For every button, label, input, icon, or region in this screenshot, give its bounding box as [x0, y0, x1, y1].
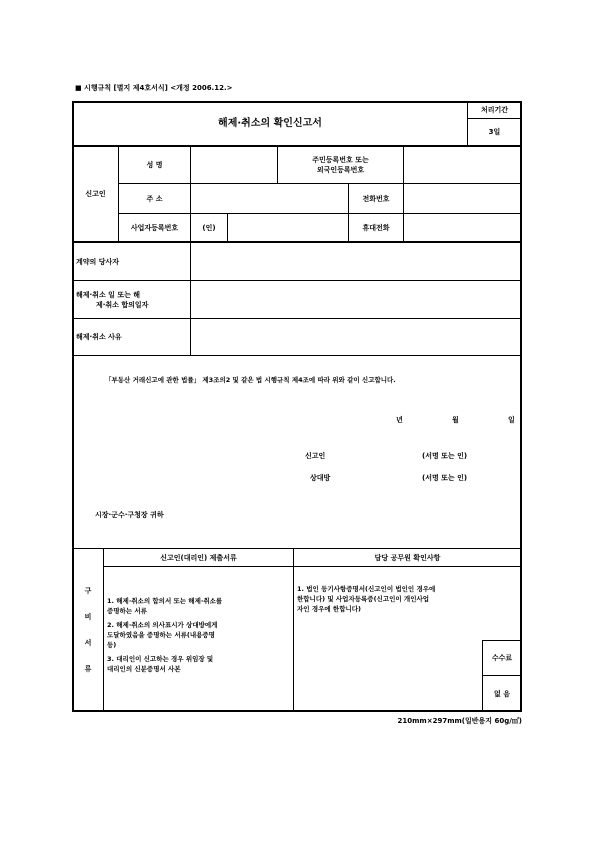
seal-label: (인): [190, 213, 228, 242]
mobile-label: 휴대전화: [348, 213, 404, 242]
counterpart-label: 상대방: [310, 474, 331, 482]
addressee: 시장·군수·구청장 귀하: [95, 511, 164, 519]
list-item-line: 등): [107, 641, 117, 649]
declaration-statement: 「부동산 거래신고에 관한 법률」 제3조의2 및 같은 법 시행규칙 제4조에 따라 위와 같이 신고합니다.: [105, 376, 396, 384]
name-label: 성 명: [118, 146, 191, 184]
id-number-label: [277, 146, 404, 184]
counterpart-sign: (서명 또는 인): [422, 474, 468, 482]
parties-label: 계약의 당사자: [72, 242, 191, 281]
cancel-date-label: [72, 280, 191, 319]
phone-value: [403, 183, 522, 214]
side-label-char: 구: [84, 587, 92, 595]
cancel-date-value: [190, 280, 522, 319]
processing-period-label: 처리기간: [467, 101, 522, 119]
reason-label: 해제·취소 사유: [72, 318, 191, 356]
side-label-char: 비: [84, 613, 92, 621]
list-item-line: 3. 대리인이 신고하는 경우 위임장 및: [107, 655, 214, 663]
form-header-note: ■ 시행규칙 [별지 제4호서식] <개정 2006.12.>: [75, 84, 233, 92]
documents-side-label: [72, 548, 104, 712]
side-label-char: 서: [84, 639, 92, 647]
check-line: 1. 법인 등기사항증명서(신고인이 법인인 경우에: [297, 585, 436, 593]
date-month: 월: [452, 416, 459, 424]
name-value: [190, 146, 278, 184]
address-value: [190, 183, 349, 214]
list-item: [107, 596, 222, 616]
date-day: 일: [508, 416, 515, 424]
paper-size-note: 210mm×297mm(일반용지 60g/㎡): [397, 717, 522, 725]
list-item-line: 대리인의 신분증명서 사본: [107, 665, 181, 673]
official-check-header: 담당 공무원 확인사항: [293, 548, 522, 567]
processing-period-value: 3일: [467, 118, 522, 146]
applicant-section-label: 신고인: [72, 146, 119, 242]
list-item-line: 도달하였음을 증명하는 서류(내용증명: [107, 631, 215, 639]
id-number-label-line2: 외국인등록번호: [316, 166, 365, 174]
form-title: 해제·취소의 확인신고서: [72, 101, 468, 146]
cancel-date-label-line1: 해제·취소 일 또는 해: [76, 290, 141, 299]
list-item: [107, 620, 222, 650]
list-item: [107, 654, 222, 674]
mobile-value: [403, 213, 522, 242]
list-item-line: 증명하는 서류: [107, 607, 147, 615]
cancel-date-label-line2: 제·취소 합의일자: [96, 300, 149, 309]
phone-label: 전화번호: [348, 183, 404, 214]
parties-value: [190, 242, 522, 281]
check-line: 한합니다) 및 사업자등록증(신고인이 개인사업: [297, 595, 430, 603]
check-line: 자인 경우에 한합니다): [297, 605, 362, 613]
date-year: 년: [396, 416, 403, 424]
address-label: 주 소: [118, 183, 191, 214]
submit-docs-list: [107, 596, 222, 674]
fee-label: 수수료: [482, 640, 522, 676]
submit-docs-header: 신고인(대리인) 제출서류: [103, 548, 294, 567]
id-number-value: [403, 146, 522, 184]
list-item-line: 2. 해제·취소의 의사표시가 상대방에게: [107, 621, 218, 629]
reporter-sign: (서명 또는 인): [422, 452, 468, 460]
list-item-line: 1. 해제·취소의 합의서 또는 해제·취소를: [107, 597, 223, 605]
official-check-text: [297, 584, 435, 614]
fee-value: 없 음: [482, 675, 522, 712]
business-number-value: [227, 213, 349, 242]
side-label-char: 류: [84, 665, 92, 673]
reporter-label: 신고인: [305, 452, 326, 460]
business-number-label: 사업자등록번호: [118, 213, 191, 242]
reason-value: [190, 318, 522, 356]
id-number-label-line1: 주민등록번호 또는: [312, 156, 369, 164]
